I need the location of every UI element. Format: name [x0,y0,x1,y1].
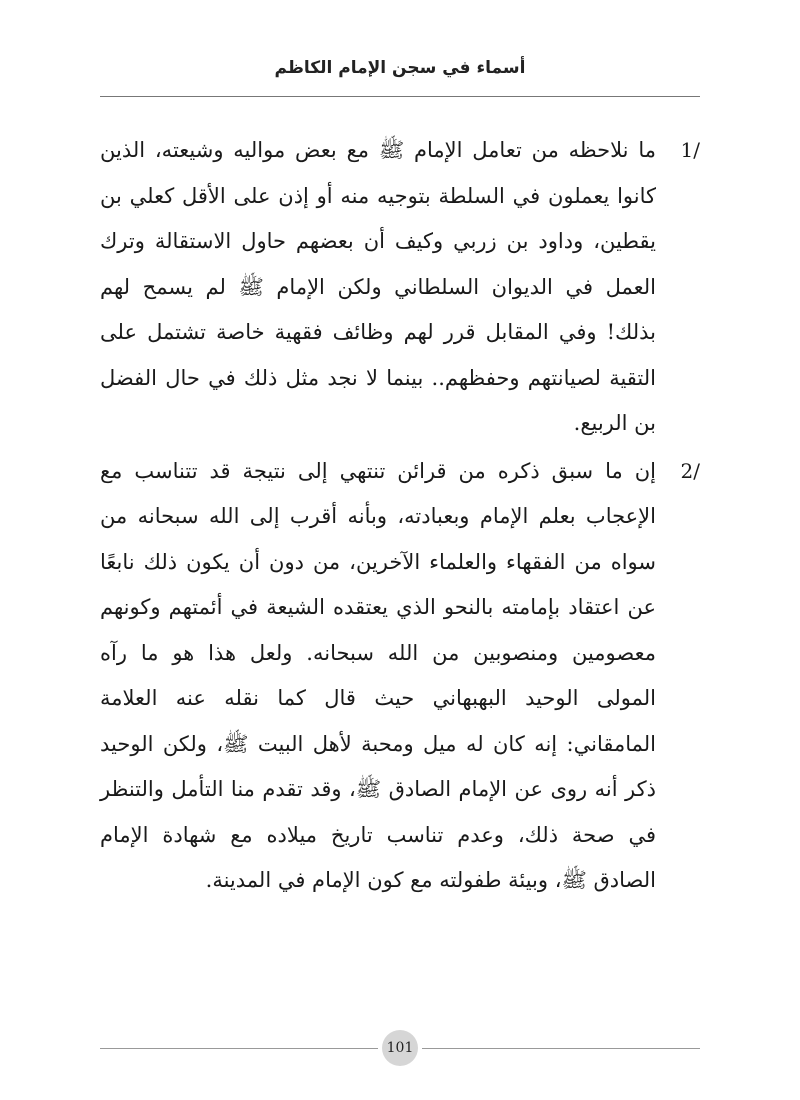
item-text: ما نلاحظه من تعامل الإمام ﷺ مع بعض مواليه وشيعته، الذين كانوا يعملون في السلطة بتوجيه منه أو إذن على الأقل كعلي بن يقطين، وداود بن زربي وكيف أن بعضهم حاول الاستقالة وترك العمل في الديوان السلطاني ولكن الإمام ﷺ لم يسمح لهم بذلك! وفي المقابل قرر لهم وظائف فقهية خاصة تشتمل على التقية لصيانتهم وحفظهم.. بينما لا نجد مثل ذلك في حال الفضل بن الربيع. [100,138,656,435]
list-item [100,128,700,447]
item-text: إن ما سبق ذكره من قرائن تنتهي إلى نتيجة قد تتناسب مع الإعجاب بعلم الإمام وبعبادته، وبأنه أقرب إلى الله سبحانه من سواه من الفقهاء والعلماء الآخرين، من دون أن يكون ذلك نابعًا عن اعتقاد بإمامته بالنحو الذي يعتقده الشيعة في أئمتهم وكونهم معصومين ومنصوبين من الله سبحانه. ولعل هذا هو ما رآه المولى الوحيد البهبهاني حيث قال كما نقله عنه العلامة المامقاني: إنه كان له ميل ومحبة لأهل البيت ﷺ، ولكن الوحيد ذكر أنه روى عن الإمام الصادق ﷺ، وقد تقدم منا التأمل والتنظر في صحة ذلك، وعدم تناسب تاريخ ميلاده مع شهادة الإمام الصادق ﷺ، وبيئة طفولته مع كون الإمام في المدينة. [100,458,656,892]
page-number-badge: 101 [382,1030,418,1066]
list-item [100,449,700,904]
header-divider [100,96,700,97]
item-number: 2/ [680,458,700,483]
page-body [100,128,700,906]
item-number: 1/ [680,138,700,162]
page-header-title: أسماء في سجن الإمام الكاظم [274,58,526,78]
footer-divider-left [100,1048,378,1049]
footer-divider-right [422,1048,700,1049]
